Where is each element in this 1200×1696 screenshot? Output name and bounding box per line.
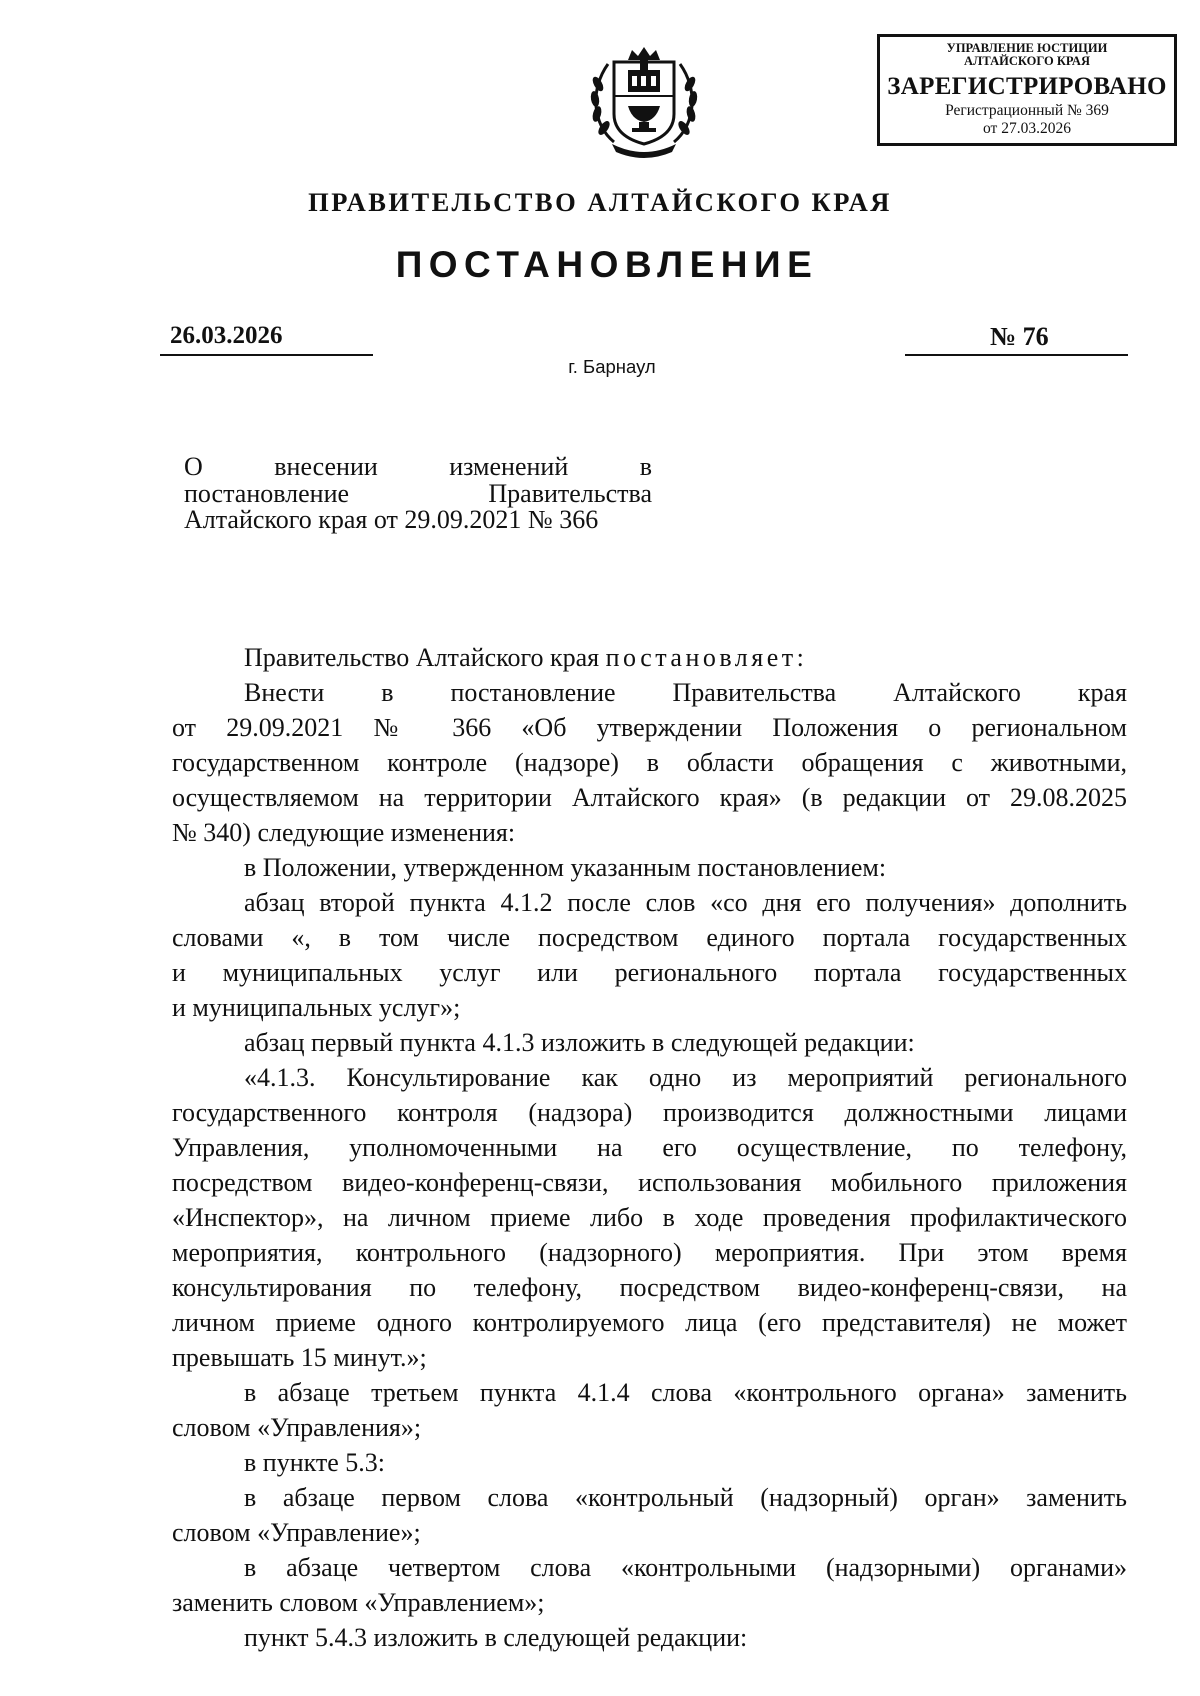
text-line: и муниципальных услуг»; (172, 993, 461, 1022)
text-line: личном приеме одного контролируемого лица (его представителя) не может (172, 1308, 1127, 1337)
stamp-status: ЗАРЕГИСТРИРОВАНО (887, 73, 1167, 100)
decree-intro: Правительство Алтайского края (244, 643, 606, 672)
document-date: 26.03.2026 (170, 322, 283, 349)
document-body (172, 640, 1127, 1655)
registration-stamp (877, 34, 1177, 146)
document-number: № 76 (990, 322, 1049, 351)
text-line: мероприятия, контрольного (надзорного) мероприятия. При этом время (172, 1238, 1127, 1267)
paragraph-4-1-4 (172, 1375, 1127, 1445)
text-line: Внести в постановление Правительства Алтайского края (244, 678, 1127, 707)
text-line: абзац второй пункта 4.1.2 после слов «со дня его получения» дополнить (244, 888, 1127, 917)
document-date-field (160, 322, 373, 356)
stamp-authority-line2: АЛТАЙСКОГО КРАЯ (964, 54, 1090, 68)
decree-word: постановляет: (605, 643, 808, 672)
paragraph-regulation: в Положении, утвержденном указанным постановлением: (244, 853, 887, 882)
paragraph-4-1-3-intro: абзац первый пункта 4.1.3 изложить в следующей редакции: (244, 1028, 915, 1057)
text-line: государственного контроля (надзора) производится должностными лицами (172, 1098, 1127, 1127)
subject-line: Алтайского края от 29.09.2021 № 366 (184, 505, 599, 534)
coat-of-arms-emblem (584, 44, 704, 162)
government-title: ПРАВИТЕЛЬСТВО АЛТАЙСКОГО КРАЯ (308, 187, 892, 217)
paragraph-5-3: в пункте 5.3: (244, 1448, 386, 1477)
text-line: словом «Управление»; (172, 1518, 421, 1547)
text-line: «4.1.3. Консультирование как одно из мероприятий регионального (244, 1063, 1127, 1092)
stamp-reg-number: Регистрационный № 369 (945, 102, 1109, 119)
document-type-title: ПОСТАНОВЛЕНИЕ (395, 244, 819, 285)
text-line: заменить словом «Управлением»; (172, 1588, 545, 1617)
text-line: и муниципальных услуг или регионального портала государственных (172, 958, 1127, 987)
paragraph-amendment-intro (172, 675, 1127, 850)
text-line: посредством видео-конференц-связи, использования мобильного приложения (172, 1168, 1127, 1197)
city-name: г. Барнаул (568, 356, 656, 377)
paragraph-4-1-3-text (172, 1060, 1127, 1375)
paragraph-5-4-3: пункт 5.4.3 изложить в следующей редакции: (244, 1623, 748, 1652)
text-line: «Инспектор», на личном приеме либо в ходе проведения профилактического (172, 1203, 1127, 1232)
paragraph-5-3-fourth (172, 1550, 1127, 1620)
text-line: словами «, в том числе посредством единого портала государственных (172, 923, 1127, 952)
decree-statement (172, 640, 1127, 675)
text-line: Управления, уполномоченными на его осуществление, по телефону, (172, 1133, 1127, 1162)
subject-line: постановление Правительства (184, 478, 652, 508)
text-line: № 340) следующие изменения: (172, 818, 516, 847)
text-line: консультирования по телефону, посредством видео-конференц-связи, на (172, 1273, 1127, 1302)
document-number-field (905, 322, 1128, 356)
paragraph-4-1-2 (172, 885, 1127, 1025)
paragraph-5-3-first (172, 1480, 1127, 1550)
text-line: осуществляемом на территории Алтайского края» (в редакции от 29.08.2025 (172, 783, 1127, 812)
stamp-authority-line1: УПРАВЛЕНИЕ ЮСТИЦИИ (946, 41, 1108, 55)
text-line: в абзаце третьем пункта 4.1.4 слова «контрольного органа» заменить (244, 1378, 1127, 1407)
text-line: в абзаце первом слова «контрольный (надзорный) орган» заменить (244, 1483, 1127, 1512)
text-line: от 29.09.2021 № 366 «Об утверждении Положения о региональном (172, 713, 1127, 742)
text-line: превышать 15 минут.»; (172, 1343, 427, 1372)
text-line: в абзаце четвертом слова «контрольными (надзорными) органами» (244, 1553, 1127, 1582)
stamp-reg-date: от 27.03.2026 (983, 120, 1071, 137)
text-line: словом «Управления»; (172, 1413, 422, 1442)
subject-line: О внесении изменений в (184, 452, 652, 481)
document-subject (184, 454, 652, 534)
text-line: государственном контроле (надзоре) в области обращения с животными, (172, 748, 1127, 777)
